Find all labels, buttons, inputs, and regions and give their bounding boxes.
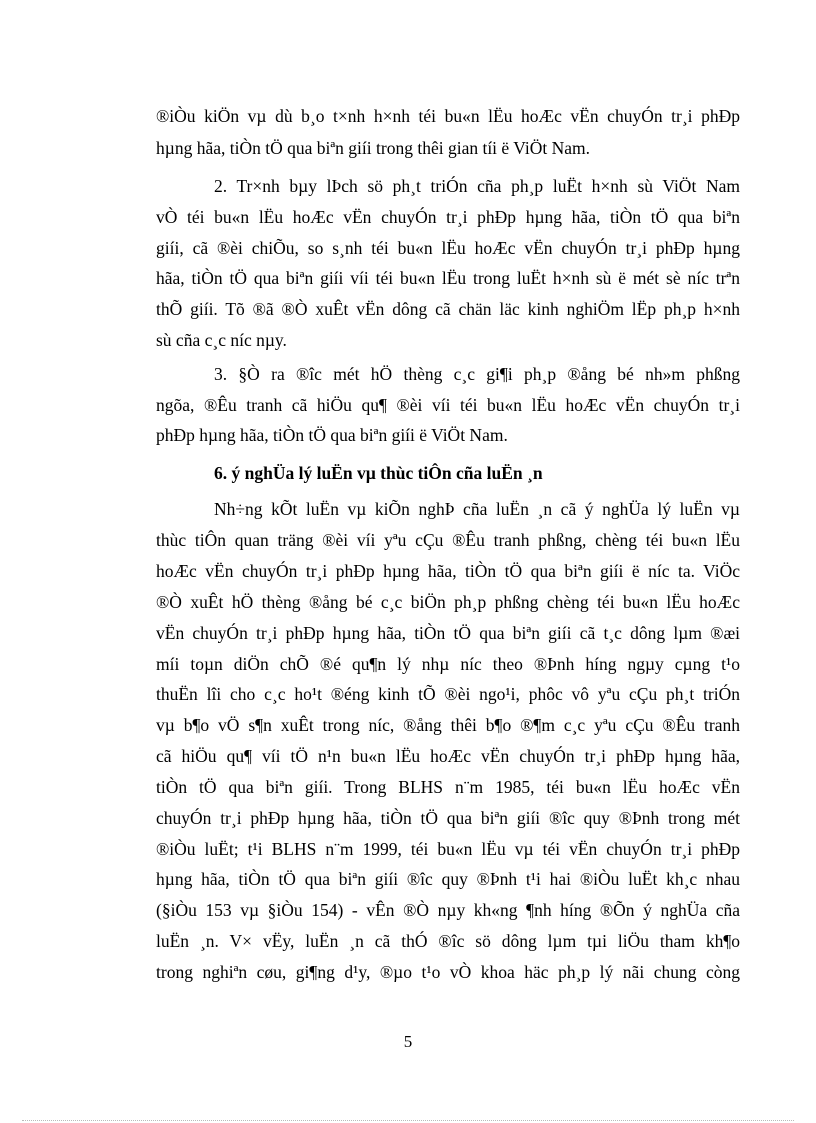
section-heading: 6. ý nghÜa lý luËn vµ thùc tiÔn cña luËn ¸n (214, 463, 543, 483)
body-text-line: vÒ téi bu«n lËu hoÆc vËn chuyÓn tr¸i phÐp hµng hãa, tiÒn tÖ qua biªn (156, 207, 740, 227)
body-text-line: trong nghiªn cøu, gi¶ng d¹y, ®µo t¹o vÒ khoa häc ph¸p lý nãi chung còng (156, 962, 740, 982)
body-text-line: ®Ò xuÊt hÖ thèng ®ång bé c¸c biÖn ph¸p phßng chèng téi bu«n lËu hoÆc (156, 592, 740, 612)
body-text-line: thùc tiÔn quan träng ®èi víi yªu cÇu ®Êu tranh phßng, chèng téi bu«n lËu (156, 530, 740, 550)
body-text-line: vËn chuyÓn tr¸i phÐp hµng hãa, tiÒn tÖ qua biªn giíi cã t¸c dông lµm ®æi (156, 623, 740, 643)
body-text-line: 2. Tr×nh bµy lÞch sö ph¸t triÓn cña ph¸p luËt h×nh sù ViÖt Nam (214, 176, 740, 196)
body-text-line: míi toµn diÖn chÕ ®é qu¶n lý nhµ níc theo ®Þnh híng ngµy cµng t¹o (156, 654, 740, 674)
body-text-line: ngõa, ®Êu tranh cã hiÖu qu¶ ®èi víi téi bu«n lËu hoÆc vËn chuyÓn tr¸i (156, 395, 740, 415)
body-text-line: phÐp hµng hãa, tiÒn tÖ qua biªn giíi ë ViÖt Nam. (156, 425, 508, 445)
body-text-line: tiÒn tÖ qua biªn giíi. Trong BLHS n¨m 1985, téi bu«n lËu hoÆc vËn (156, 777, 740, 797)
page-bottom-divider (22, 1120, 794, 1121)
body-text-line: hoÆc vËn chuyÓn tr¸i phÐp hµng hãa, tiÒn tÖ qua biªn giíi ë níc ta. ViÖc (156, 561, 740, 581)
body-text-line: sù cña c¸c níc nµy. (156, 330, 287, 350)
body-text-line: chuyÓn tr¸i phÐp hµng hãa, tiÒn tÖ qua biªn giíi ®îc quy ®Þnh trong mét (156, 808, 740, 828)
body-text-line: vµ b¶o vÖ s¶n xuÊt trong níc, ®ång thêi b¶o ®¶m c¸c yªu cÇu ®Êu tranh (156, 715, 740, 735)
body-text-line: hµng hãa, tiÒn tÖ qua biªn giíi ®îc quy ®Þnh t¹i hai ®iÒu luËt kh¸c nhau (156, 869, 740, 889)
body-text-line: giíi, cã ®èi chiÕu, so s¸nh téi bu«n lËu hoÆc vËn chuyÓn tr¸i phÐp hµng (156, 238, 740, 258)
body-text-line: hãa, tiÒn tÖ qua biªn giíi víi téi bu«n lËu trong luËt h×nh sù ë mét sè níc trªn (156, 268, 740, 288)
body-text-line: ®iÒu luËt; t¹i BLHS n¨m 1999, téi bu«n lËu vµ téi vËn chuyÓn tr¸i phÐp (156, 839, 740, 859)
body-text-line: hµng hãa, tiÒn tÖ qua biªn giíi trong thêi gian tíi ë ViÖt Nam. (156, 138, 590, 158)
body-text-line: 3. §Ò ra ®îc mét hÖ thèng c¸c gi¶i ph¸p ®ång bé nh»m phßng (214, 364, 740, 384)
page-number: 5 (403, 1032, 413, 1051)
body-text-line: cã hiÖu qu¶ víi tÖ n¹n bu«n lËu hoÆc vËn chuyÓn tr¸i phÐp hµng hãa, (156, 746, 740, 766)
body-text-line: ®iÒu kiÖn vµ dù b¸o t×nh h×nh téi bu«n lËu hoÆc vËn chuyÓn tr¸i phÐp (156, 106, 740, 126)
body-text-line: Nh÷ng kÕt luËn vµ kiÕn nghÞ cña luËn ¸n cã ý nghÜa lý luËn vµ (214, 499, 740, 519)
body-text-line: thuËn lîi cho c¸c ho¹t ®éng kinh tÕ ®èi ngo¹i, phôc vô yªu cÇu ph¸t triÓn (156, 684, 740, 704)
body-text-line: thÕ giíi. Tõ ®ã ®Ò xuÊt vËn dông cã chän läc kinh nghiÖm lËp ph¸p h×nh (156, 299, 740, 319)
body-text-line: (§iÒu 153 vµ §iÒu 154) - vÊn ®Ò nµy kh«ng ¶nh híng ®Õn ý nghÜa cña (156, 900, 740, 920)
body-text-line: luËn ¸n. V× vËy, luËn ¸n cã thÓ ®îc sö dông lµm tµi liÖu tham kh¶o (156, 931, 740, 951)
